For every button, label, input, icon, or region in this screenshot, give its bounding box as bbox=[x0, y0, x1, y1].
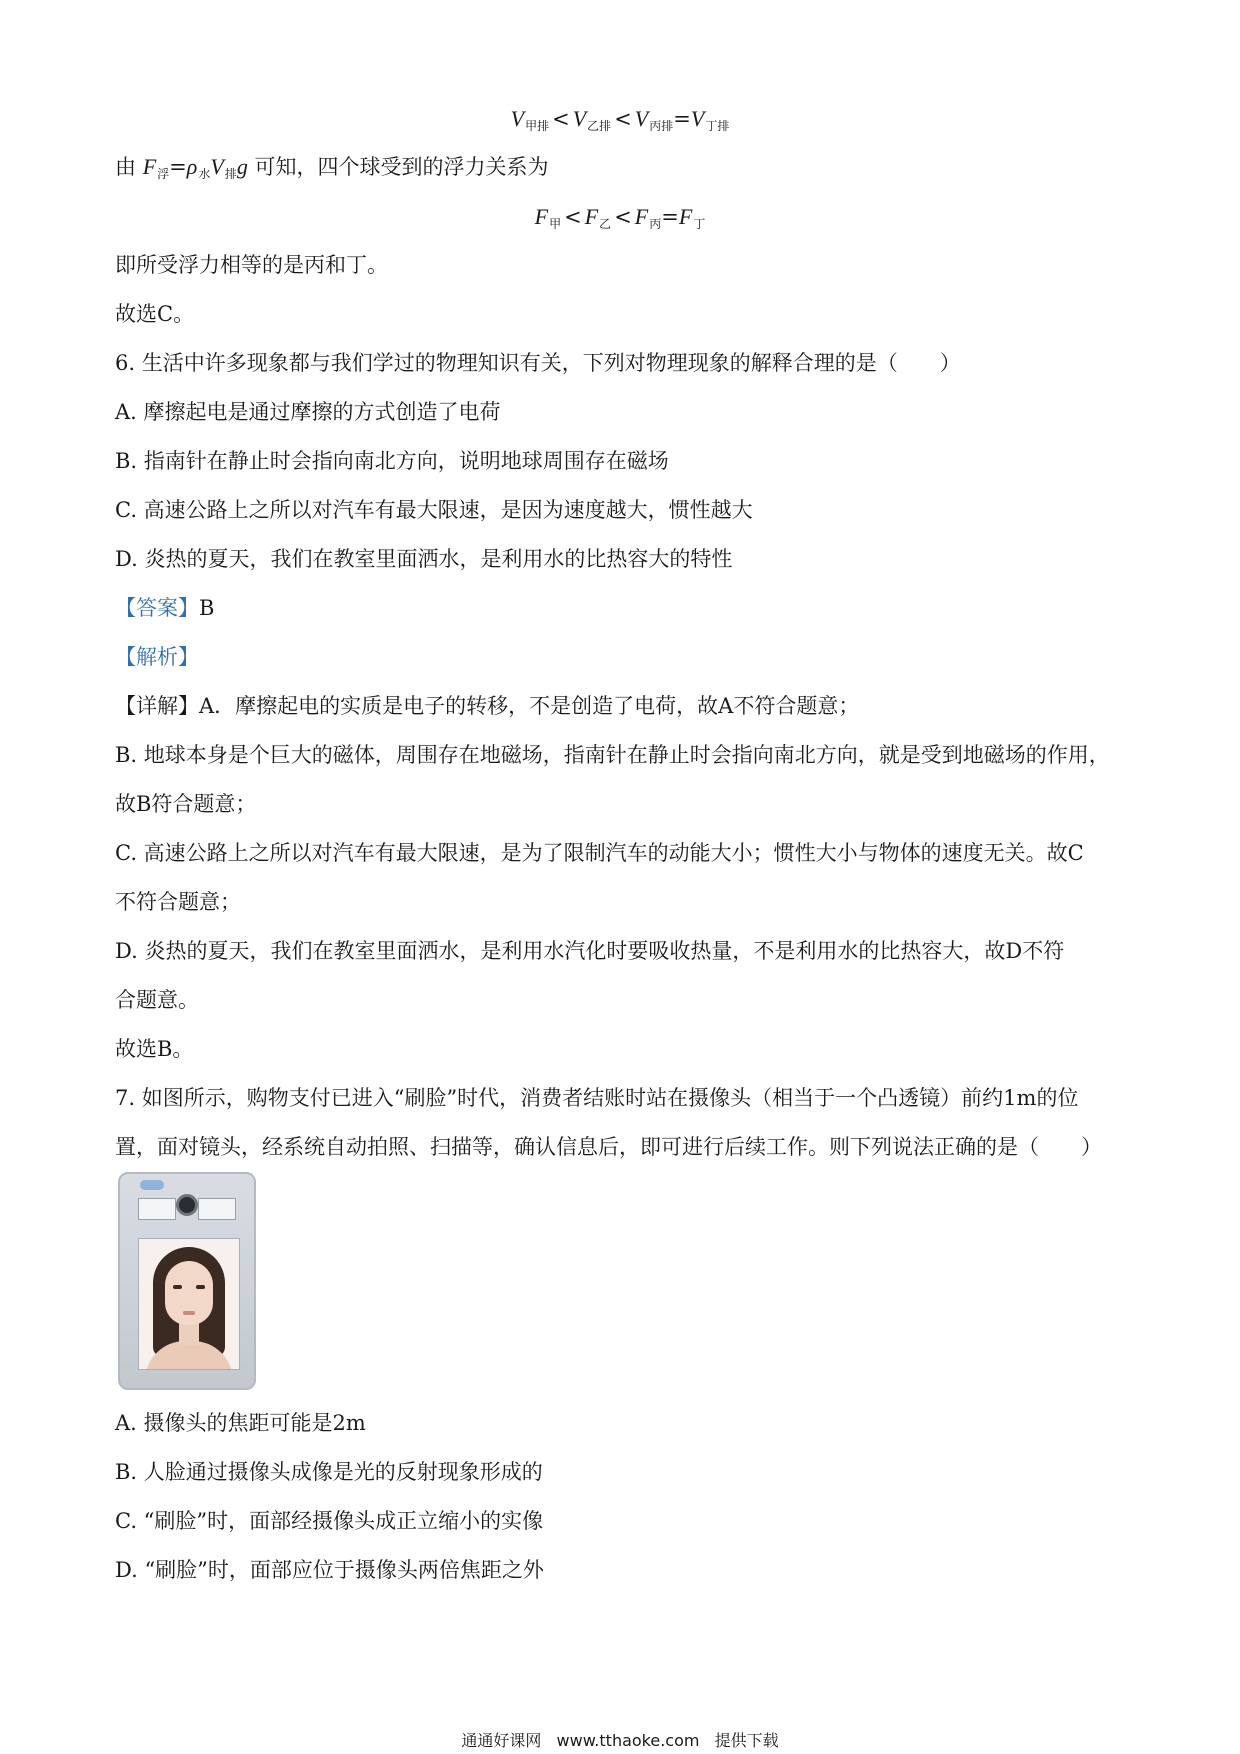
device-sensor-left bbox=[138, 1198, 176, 1220]
buoyancy-formula-line: 由 $F_浮=\rho_水V_排g$ 可知，四个球受到的浮力关系为 bbox=[115, 154, 549, 181]
question-7-option-d: D. “刷脸”时，面部应位于摄像头两倍焦距之外 bbox=[115, 1558, 544, 1582]
footer-url-link[interactable]: www.tthaoke.com bbox=[556, 1731, 700, 1750]
answer-value: B bbox=[199, 596, 215, 620]
detail-a-line: 【详解】A．摩擦起电的实质是电子的转移，不是创造了电荷，故A不符合题意； bbox=[115, 694, 860, 718]
footer-site-name: 通通好课网 bbox=[461, 1731, 542, 1750]
answer-line bbox=[115, 593, 214, 623]
detail-tag: 【详解】 bbox=[115, 694, 199, 718]
question-7-stem-1: 7. 如图所示，购物支付已进入“刷脸”时代，消费者结账时站在摄像头（相当于一个凸透镜）前约1m的位 bbox=[115, 1086, 1079, 1110]
question-7-option-b: B. 人脸通过摄像头成像是光的反射现象形成的 bbox=[115, 1460, 543, 1484]
analysis-tag: 【解析】 bbox=[115, 645, 199, 669]
question-6-stem: 6. 生活中许多现象都与我们学过的物理知识有关，下列对物理现象的解释合理的是（ ） bbox=[115, 351, 961, 375]
force-relation-formula: $F_甲 < F_乙 < F_丙=F_丁$ bbox=[534, 204, 706, 231]
detail-d-line-1: D. 炎热的夏天，我们在教室里面洒水，是利用水汽化时要吸收热量，不是利用水的比热容大，故D不符 bbox=[115, 939, 1065, 963]
detail-d-line-2: 合题意。 bbox=[115, 988, 199, 1012]
device-logo bbox=[140, 1180, 164, 1190]
answer-tag: 【答案】 bbox=[115, 596, 199, 620]
detail-b-line-2: 故B符合题意； bbox=[115, 792, 257, 816]
question-6-option-b: B. 指南针在静止时会指向南北方向，说明地球周围存在磁场 bbox=[115, 449, 669, 473]
question-6-option-a: A. 摩擦起电是通过摩擦的方式创造了电荷 bbox=[115, 400, 501, 424]
detail-b-line-1: B. 地球本身是个巨大的磁体，周围存在地磁场，指南针在静止时会指向南北方向，就是受到地磁场的作用， bbox=[115, 743, 1110, 767]
question-7-option-a: A. 摄像头的焦距可能是2m bbox=[115, 1411, 366, 1435]
device-sensor-right bbox=[198, 1198, 236, 1220]
face-payment-device-image bbox=[118, 1172, 256, 1390]
question-7-stem-2: 置，面对镜头，经系统自动拍照、扫描等，确认信息后，即可进行后续工作。则下列说法正确的是（ ） bbox=[115, 1135, 1102, 1159]
question-6-option-c: C. 高速公路上之所以对汽车有最大限速，是因为速度越大，惯性越大 bbox=[115, 498, 753, 522]
question-6-conclusion: 故选B。 bbox=[115, 1037, 194, 1061]
detail-c-line-1: C. 高速公路上之所以对汽车有最大限速，是为了限制汽车的动能大小；惯性大小与物体的速度无关。故C bbox=[115, 841, 1084, 865]
footer-tail: 提供下载 bbox=[714, 1731, 779, 1750]
page-footer bbox=[0, 1728, 1240, 1751]
question-7-option-c: C. “刷脸”时，面部经摄像头成正立缩小的实像 bbox=[115, 1509, 544, 1533]
analysis-line bbox=[115, 642, 199, 672]
question-6-option-d: D. 炎热的夏天，我们在教室里面洒水，是利用水的比热容大的特性 bbox=[115, 547, 733, 571]
answer-choice-line: 故选C。 bbox=[115, 302, 195, 326]
device-screen-face bbox=[138, 1238, 240, 1370]
device-camera-icon bbox=[176, 1194, 198, 1216]
volume-relation-formula: $V_{甲排} < V_{乙排} < V_{丙排}=V_{丁排}$ bbox=[510, 106, 730, 133]
detail-c-line-2: 不符合题意； bbox=[115, 890, 241, 914]
conclusion-line: 即所受浮力相等的是丙和丁。 bbox=[115, 253, 388, 277]
